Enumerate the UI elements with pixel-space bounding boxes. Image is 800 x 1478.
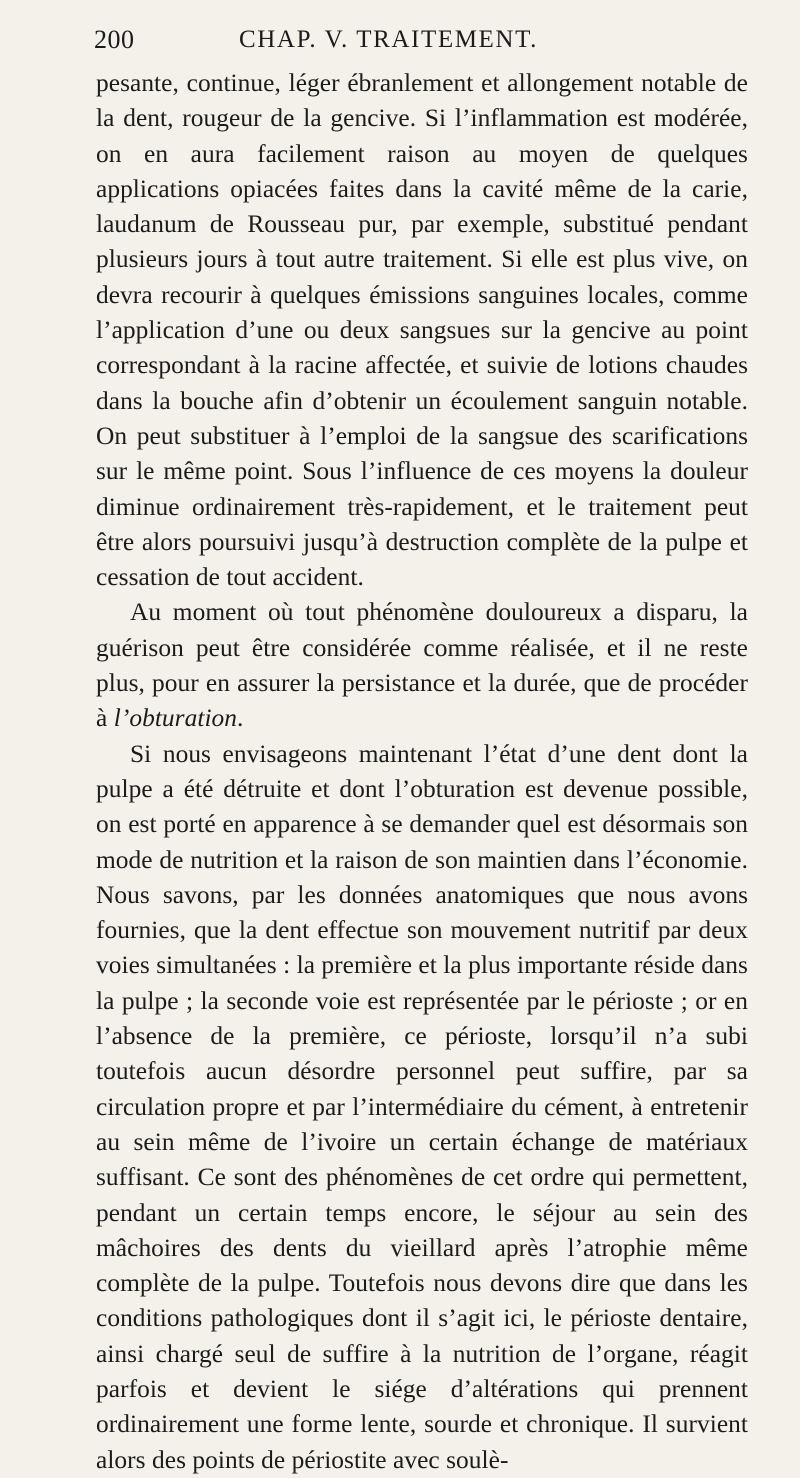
paragraph-2 [96,595,748,736]
paragraph-1: pesante, continue, léger ébranlement et allongement notable de la dent, rougeur de la gencive. Si l’inflammation est modérée, on en aura facilement raison au moyen de quelques applications opiacées faites dans la cavité même de la carie, laudanum de Rousseau pur, par exemple, substitué pendant plusieurs jours à tout autre traitement. Si elle est plus vive, on devra recourir à quelques émissions sanguines locales, comme l’application d’une ou deux sangsues sur la gencive au point correspondant à la racine affectée, et suivie de lotions chaudes dans la bouche afin d’obtenir un écoulement sanguin notable. On peut substituer à l’emploi de la sangsue des scarifications sur le même point. Sous l’influence de ces moyens la douleur diminue ordinairement très-rapidement, et le traitement peut être alors poursuivi jusqu’à destruction complète de la pulpe et cessation de tout accident. [96,69,748,592]
paragraph-2-text: Au moment où tout phénomène douloureux a disparu, la guérison peut être considérée comme réalisée, et il ne reste plus, pour en assurer la persistance et la durée, que de procéder à [96,598,748,733]
italic-term-obturation: l’obturation [113,704,238,733]
paragraph-3: Si nous envisageons maintenant l’état d’une dent dont la pulpe a été détruite et dont l’obturation est devenue possible, on est porté en apparence à se demander quel est désormais son mode de nutrition et la raison de son maintien dans l’économie. Nous savons, par les données anatomiques que nous avons fournies, que la dent effectue son mouvement nutritif par deux voies simultanées : la première et la plus importante réside dans la pulpe ; la seconde voie est représentée par le périoste ; or en l’absence de la première, ce périoste, lorsqu’il n’a subi toutefois aucun désordre personnel peut suffire, par sa circulation propre et par l’intermédiaire du cément, à entretenir au sein même de l’ivoire un certain échange de matériaux suffisant. Ce sont des phénomènes de cet ordre qui permettent, pendant un certain temps encore, le séjour au sein des mâchoires des dents du vieillard après l’atrophie même complète de la pulpe. Toutefois nous devons dire que dans les conditions pathologiques dont il s’agit ici, le périoste dentaire, ainsi chargé seul de suffire à la nutrition de l’organe, réagit parfois et devient le siége d’altérations qui prennent ordinairement une forme lente, sourde et chronique. Il survient alors des points de périostite avec soulè- [96,739,748,1474]
paragraph-2-end: . [237,704,244,733]
page-header [94,10,744,54]
page-number: 200 [94,25,135,54]
running-head: CHAP. V. TRAITEMENT. [239,26,538,53]
body-text [96,66,748,1478]
